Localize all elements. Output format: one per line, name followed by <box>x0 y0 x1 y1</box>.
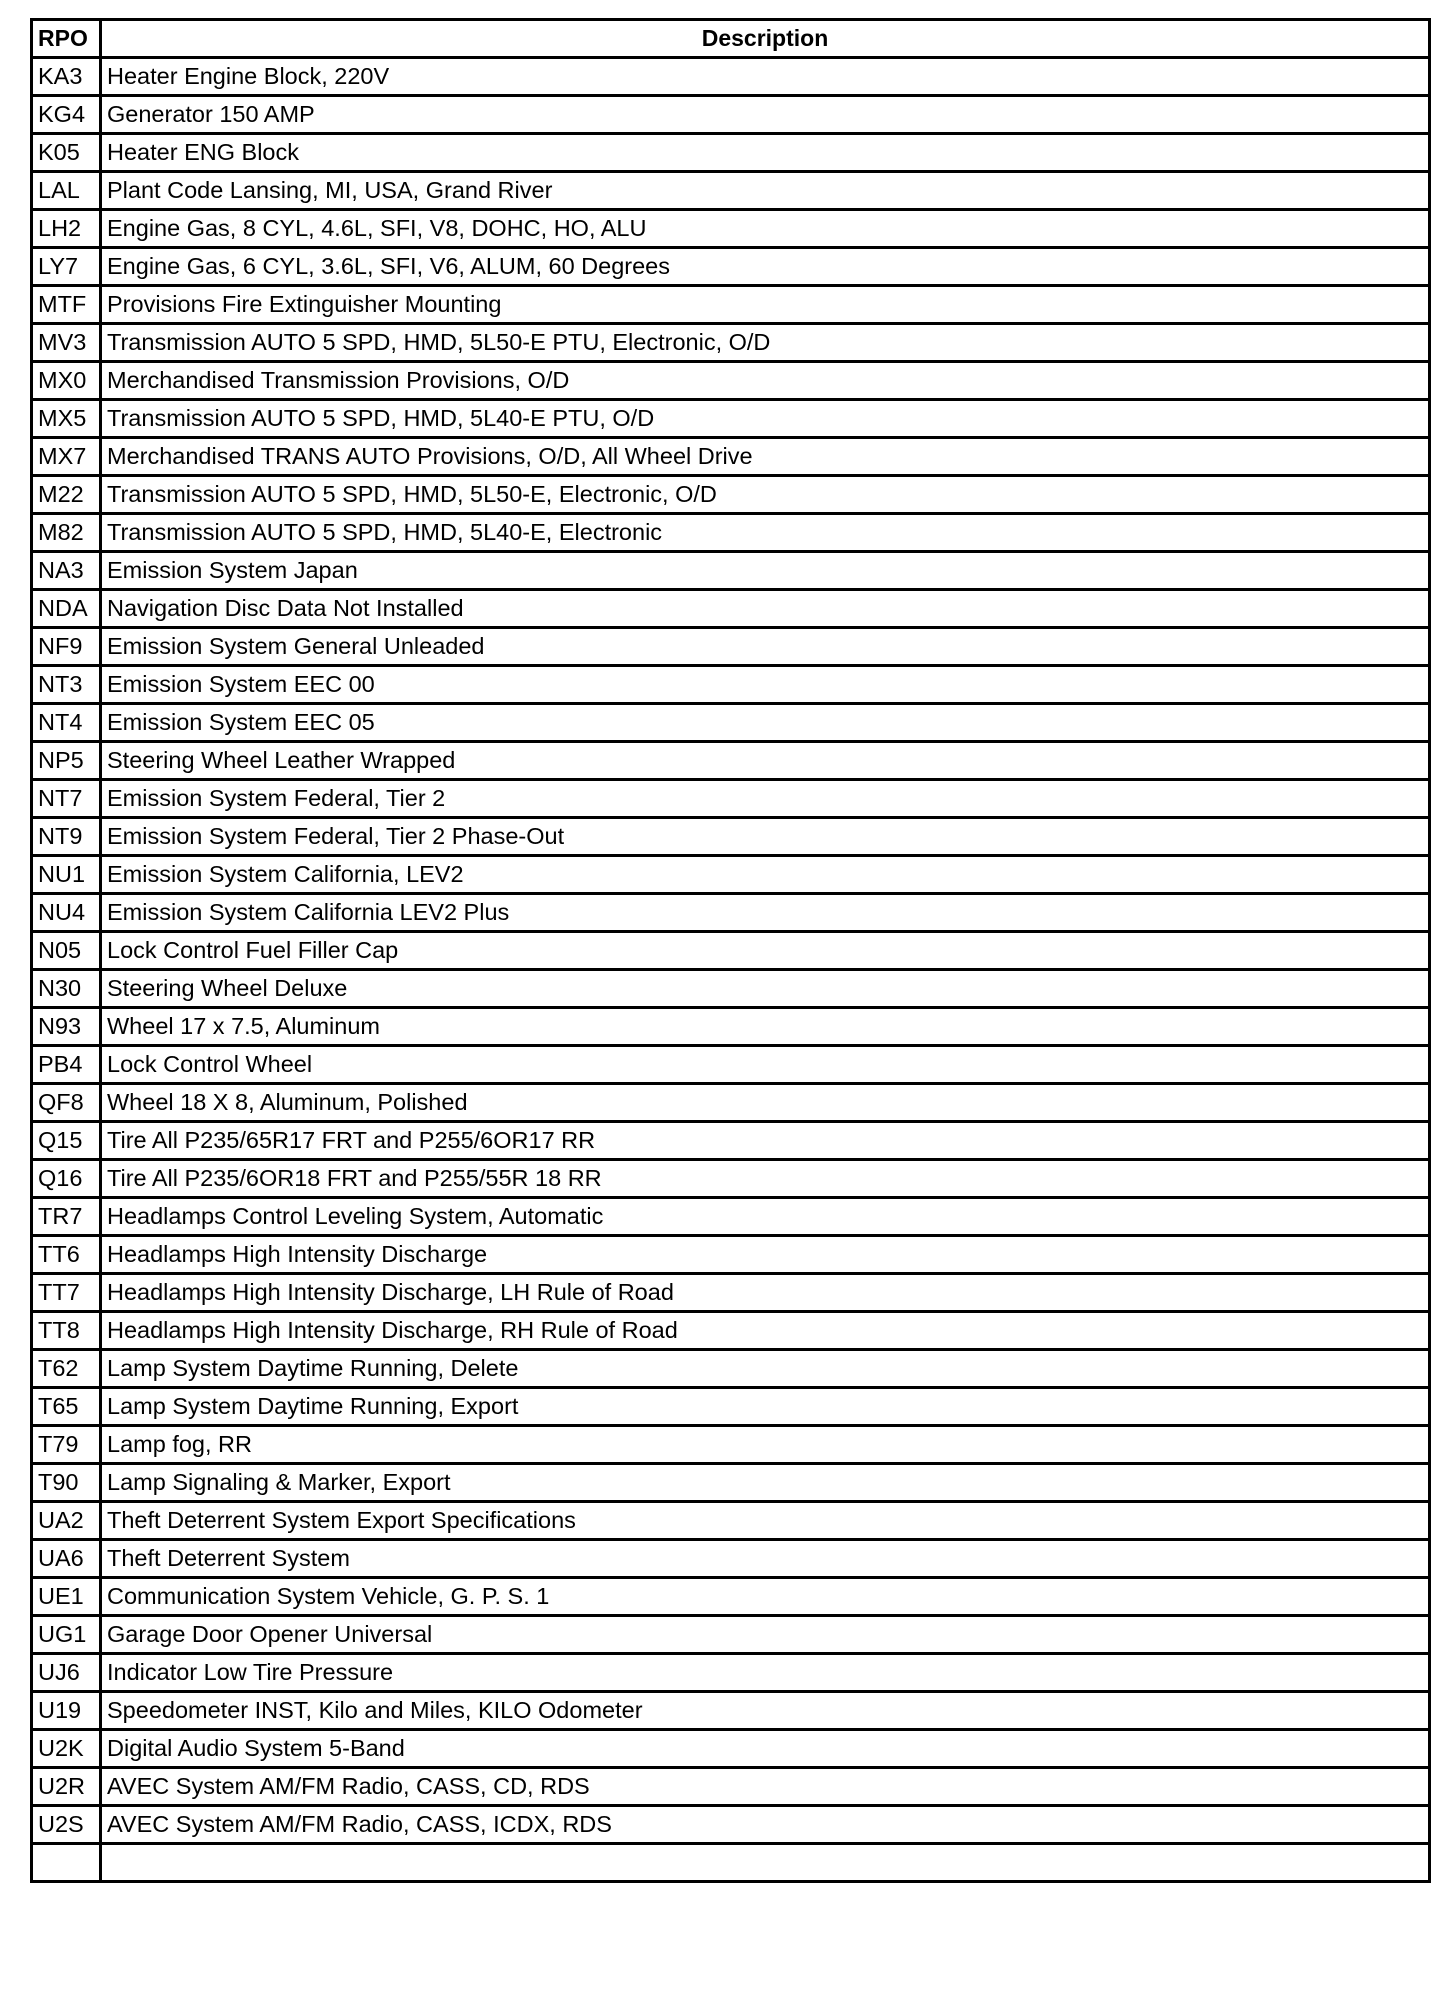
table-row <box>32 1730 1430 1768</box>
rpo-code: NT3 <box>32 666 101 704</box>
rpo-description: Theft Deterrent System <box>101 1540 1430 1578</box>
rpo-code: NT7 <box>32 780 101 818</box>
rpo-code: MV3 <box>32 324 101 362</box>
table-row <box>32 1008 1430 1046</box>
rpo-description: Headlamps High Intensity Discharge, LH Rule of Road <box>101 1274 1430 1312</box>
rpo-code: KA3 <box>32 58 101 96</box>
rpo-code: MX0 <box>32 362 101 400</box>
rpo-description: Emission System California LEV2 Plus <box>101 894 1430 932</box>
rpo-description: AVEC System AM/FM Radio, CASS, CD, RDS <box>101 1768 1430 1806</box>
rpo-description: Lamp System Daytime Running, Export <box>101 1388 1430 1426</box>
rpo-description: Emission System Japan <box>101 552 1430 590</box>
rpo-description: Tire All P235/65R17 FRT and P255/6OR17 RR <box>101 1122 1430 1160</box>
rpo-code <box>32 1844 101 1882</box>
table-row <box>32 1654 1430 1692</box>
rpo-description: Engine Gas, 6 CYL, 3.6L, SFI, V6, ALUM, 60 Degrees <box>101 248 1430 286</box>
table-row <box>32 704 1430 742</box>
rpo-description: Emission System EEC 05 <box>101 704 1430 742</box>
table-row <box>32 1768 1430 1806</box>
table-row <box>32 856 1430 894</box>
rpo-code: KG4 <box>32 96 101 134</box>
table-row <box>32 248 1430 286</box>
table-row <box>32 476 1430 514</box>
rpo-description: Emission System General Unleaded <box>101 628 1430 666</box>
rpo-document <box>30 18 1428 1883</box>
rpo-code: U2R <box>32 1768 101 1806</box>
rpo-description: Emission System Federal, Tier 2 Phase-Out <box>101 818 1430 856</box>
rpo-code: N30 <box>32 970 101 1008</box>
rpo-description: Navigation Disc Data Not Installed <box>101 590 1430 628</box>
table-row <box>32 438 1430 476</box>
table-row <box>32 1502 1430 1540</box>
rpo-code: PB4 <box>32 1046 101 1084</box>
table-row <box>32 742 1430 780</box>
rpo-description: Steering Wheel Leather Wrapped <box>101 742 1430 780</box>
table-body <box>32 58 1430 1882</box>
rpo-code: K05 <box>32 134 101 172</box>
rpo-code: MTF <box>32 286 101 324</box>
rpo-description: Lock Control Fuel Filler Cap <box>101 932 1430 970</box>
rpo-code: TT7 <box>32 1274 101 1312</box>
rpo-description: Engine Gas, 8 CYL, 4.6L, SFI, V8, DOHC, HO, ALU <box>101 210 1430 248</box>
rpo-code: NA3 <box>32 552 101 590</box>
rpo-description: Heater ENG Block <box>101 134 1430 172</box>
table-row <box>32 1312 1430 1350</box>
table-row <box>32 1198 1430 1236</box>
rpo-code: Q16 <box>32 1160 101 1198</box>
rpo-description: Headlamps High Intensity Discharge, RH Rule of Road <box>101 1312 1430 1350</box>
rpo-code: TR7 <box>32 1198 101 1236</box>
table-row <box>32 400 1430 438</box>
table-row <box>32 172 1430 210</box>
table-row <box>32 1046 1430 1084</box>
table-row <box>32 1350 1430 1388</box>
table-row <box>32 1540 1430 1578</box>
table-row <box>32 666 1430 704</box>
rpo-code: UG1 <box>32 1616 101 1654</box>
rpo-description: Transmission AUTO 5 SPD, HMD, 5L40-E, Electronic <box>101 514 1430 552</box>
rpo-code: LAL <box>32 172 101 210</box>
table-row <box>32 362 1430 400</box>
table-row <box>32 1388 1430 1426</box>
rpo-table <box>30 18 1431 1883</box>
rpo-description: Provisions Fire Extinguisher Mounting <box>101 286 1430 324</box>
table-row <box>32 1274 1430 1312</box>
table-row <box>32 210 1430 248</box>
rpo-description: Wheel 18 X 8, Aluminum, Polished <box>101 1084 1430 1122</box>
rpo-code: N93 <box>32 1008 101 1046</box>
table-row <box>32 1464 1430 1502</box>
table-row <box>32 894 1430 932</box>
rpo-code: Q15 <box>32 1122 101 1160</box>
rpo-description: Lamp Signaling & Marker, Export <box>101 1464 1430 1502</box>
table-row <box>32 1806 1430 1844</box>
rpo-description: Lock Control Wheel <box>101 1046 1430 1084</box>
rpo-description: Emission System Federal, Tier 2 <box>101 780 1430 818</box>
table-row <box>32 1084 1430 1122</box>
rpo-code: TT6 <box>32 1236 101 1274</box>
rpo-description: Wheel 17 x 7.5, Aluminum <box>101 1008 1430 1046</box>
rpo-description: Speedometer INST, Kilo and Miles, KILO Odometer <box>101 1692 1430 1730</box>
rpo-description: Headlamps High Intensity Discharge <box>101 1236 1430 1274</box>
table-header-row <box>32 20 1430 58</box>
rpo-code: NT4 <box>32 704 101 742</box>
rpo-description: Emission System EEC 00 <box>101 666 1430 704</box>
table-row <box>32 1236 1430 1274</box>
column-header-rpo: RPO <box>32 20 101 58</box>
rpo-code: T90 <box>32 1464 101 1502</box>
rpo-code: U2K <box>32 1730 101 1768</box>
table-row <box>32 970 1430 1008</box>
rpo-code: LY7 <box>32 248 101 286</box>
rpo-description: Emission System California, LEV2 <box>101 856 1430 894</box>
table-row <box>32 590 1430 628</box>
rpo-code: LH2 <box>32 210 101 248</box>
column-header-description: Description <box>101 20 1430 58</box>
rpo-description: Transmission AUTO 5 SPD, HMD, 5L40-E PTU, O/D <box>101 400 1430 438</box>
rpo-description: Heater Engine Block, 220V <box>101 58 1430 96</box>
table-row <box>32 1616 1430 1654</box>
table-row <box>32 134 1430 172</box>
rpo-code: MX5 <box>32 400 101 438</box>
rpo-code: NT9 <box>32 818 101 856</box>
rpo-code: NU4 <box>32 894 101 932</box>
table-row <box>32 324 1430 362</box>
rpo-code: UJ6 <box>32 1654 101 1692</box>
rpo-code: M22 <box>32 476 101 514</box>
rpo-description: Communication System Vehicle, G. P. S. 1 <box>101 1578 1430 1616</box>
table-row <box>32 552 1430 590</box>
rpo-description: Digital Audio System 5-Band <box>101 1730 1430 1768</box>
rpo-description: Theft Deterrent System Export Specifications <box>101 1502 1430 1540</box>
rpo-code: NU1 <box>32 856 101 894</box>
table-row <box>32 1160 1430 1198</box>
rpo-code: MX7 <box>32 438 101 476</box>
rpo-description: Merchandised TRANS AUTO Provisions, O/D, All Wheel Drive <box>101 438 1430 476</box>
rpo-description <box>101 1844 1430 1882</box>
rpo-description: Transmission AUTO 5 SPD, HMD, 5L50-E, Electronic, O/D <box>101 476 1430 514</box>
table-row <box>32 1578 1430 1616</box>
table-row <box>32 96 1430 134</box>
rpo-code: TT8 <box>32 1312 101 1350</box>
rpo-description: Tire All P235/6OR18 FRT and P255/55R 18 RR <box>101 1160 1430 1198</box>
rpo-code: UA6 <box>32 1540 101 1578</box>
rpo-code: UE1 <box>32 1578 101 1616</box>
rpo-code: NDA <box>32 590 101 628</box>
rpo-description: Transmission AUTO 5 SPD, HMD, 5L50-E PTU, Electronic, O/D <box>101 324 1430 362</box>
rpo-code: QF8 <box>32 1084 101 1122</box>
table-row <box>32 932 1430 970</box>
rpo-description: Merchandised Transmission Provisions, O/D <box>101 362 1430 400</box>
table-row <box>32 1692 1430 1730</box>
rpo-code: M82 <box>32 514 101 552</box>
rpo-code: T65 <box>32 1388 101 1426</box>
rpo-code: T62 <box>32 1350 101 1388</box>
rpo-code: NP5 <box>32 742 101 780</box>
rpo-code: U19 <box>32 1692 101 1730</box>
rpo-code: U2S <box>32 1806 101 1844</box>
rpo-code: T79 <box>32 1426 101 1464</box>
rpo-description: Generator 150 AMP <box>101 96 1430 134</box>
rpo-code: UA2 <box>32 1502 101 1540</box>
rpo-description: Garage Door Opener Universal <box>101 1616 1430 1654</box>
rpo-code: N05 <box>32 932 101 970</box>
table-row <box>32 1122 1430 1160</box>
rpo-description: Lamp System Daytime Running, Delete <box>101 1350 1430 1388</box>
rpo-description: Indicator Low Tire Pressure <box>101 1654 1430 1692</box>
table-row <box>32 818 1430 856</box>
rpo-description: AVEC System AM/FM Radio, CASS, ICDX, RDS <box>101 1806 1430 1844</box>
rpo-description: Steering Wheel Deluxe <box>101 970 1430 1008</box>
table-row <box>32 628 1430 666</box>
table-row <box>32 1426 1430 1464</box>
table-row <box>32 58 1430 96</box>
table-row <box>32 286 1430 324</box>
rpo-description: Headlamps Control Leveling System, Automatic <box>101 1198 1430 1236</box>
rpo-code: NF9 <box>32 628 101 666</box>
rpo-description: Lamp fog, RR <box>101 1426 1430 1464</box>
table-row <box>32 1844 1430 1882</box>
table-row <box>32 514 1430 552</box>
table-row <box>32 780 1430 818</box>
rpo-description: Plant Code Lansing, MI, USA, Grand River <box>101 172 1430 210</box>
